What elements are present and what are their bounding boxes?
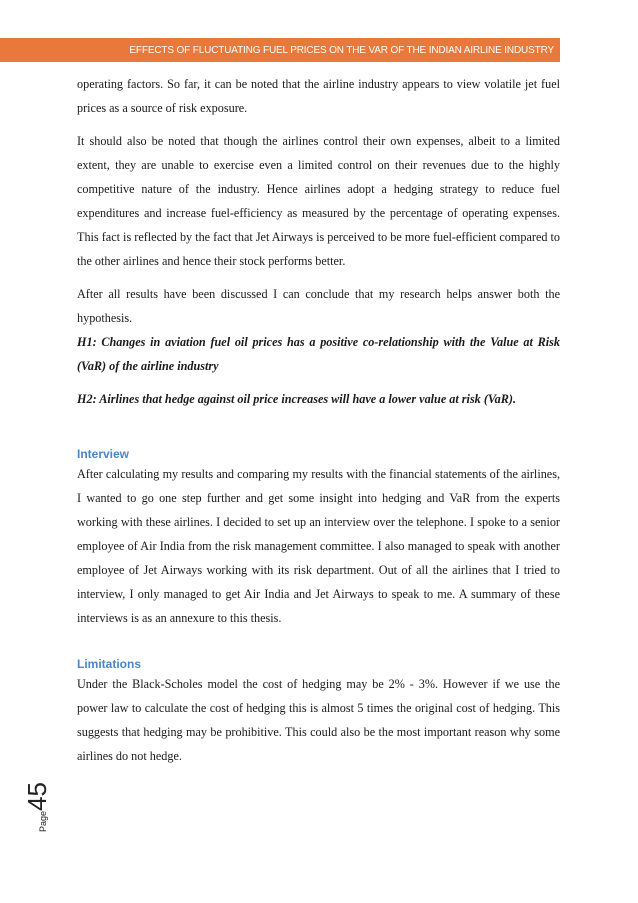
page-number-value: 45 [22,782,52,811]
paragraph-interview: After calculating my results and comparing my results with the financial statements of the airlines, I wanted to go one step further and get some insight into hedging and VaR from the experts working with these airlines. I decided to set up an interview over the telephone. I spoke to a senior employee of Air India from the risk management committee. I also managed to speak with another employee of Jet Airways working with its risk department. Out of all the airlines that I tried to interview, I only managed to get Air India and Jet Airways to speak to me. A summary of these interviews is as an annexure to this thesis. [77,467,560,625]
page-label: Page [38,810,48,832]
page-number [24,776,54,832]
hypothesis-h2: H2: Airlines that hedge against oil price increases will have a lower value at risk (VaR). [77,392,516,406]
section-heading-interview: Interview [77,447,130,461]
paragraph-operating-factors: operating factors. So far, it can be noted that the airline industry appears to view volatile jet fuel prices as a source of risk exposure. [77,77,560,115]
page-content [77,72,560,768]
running-header-title: EFFECTS OF FLUCTUATING FUEL PRICES ON THE VAR OF THE INDIAN AIRLINE INDUSTRY [129,44,554,56]
paragraph-conclusion: After all results have been discussed I can conclude that my research helps answer both the hypothesis. [77,287,560,325]
section-heading-limitations: Limitations [77,657,142,671]
paragraph-expenses: It should also be noted that though the airlines control their own expenses, albeit to a limited extent, they are unable to exercise even a limited control on their revenues due to the highly competitive nature of the industry. Hence airlines adopt a hedging strategy to reduce fuel expenditures and increase fuel-efficiency as measured by the percentage of operating expenses. This fact is reflected by the fact that Jet Airways is perceived to be more fuel-efficient compared to the other airlines and hence their stock performs better. [77,134,560,268]
header-band [0,38,560,62]
paragraph-limitations: Under the Black-Scholes model the cost of hedging may be 2% - 3%. However if we use the power law to calculate the cost of hedging this is almost 5 times the original cost of hedging. This suggests that hedging may be prohibitive. This could also be the most important reason why some airlines do not hedge. [77,677,560,763]
hypothesis-h1: H1: Changes in aviation fuel oil prices has a positive co-relationship with the Value at Risk (VaR) of the airline industry [77,335,560,373]
